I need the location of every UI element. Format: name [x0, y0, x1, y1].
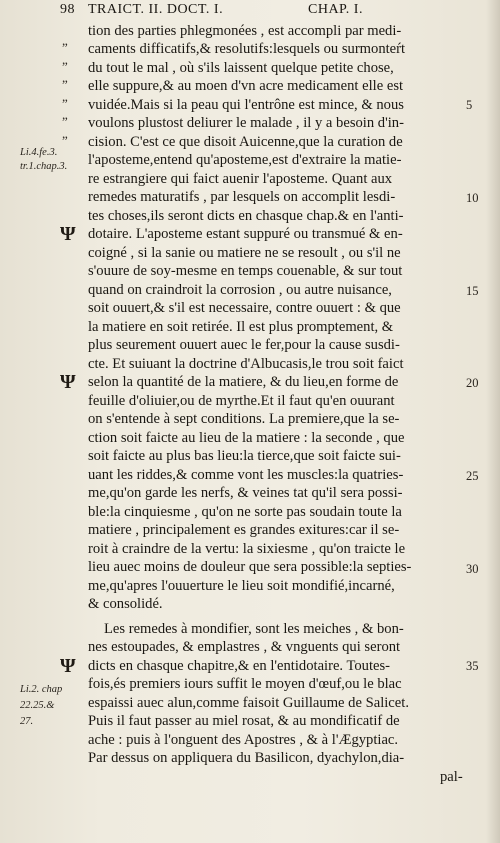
text-line: feuille d'oliuier,ou de myrthe.Et il faut qu'en ouurant: [88, 393, 395, 409]
text-line: tion des parties phlegmonées , est accompli par medi-: [88, 23, 402, 39]
quote-mark: ”: [62, 114, 68, 129]
text-line: vuidée.Mais si la peau qui l'entrône est mince, & nous: [88, 97, 404, 113]
line-number: 15: [466, 284, 479, 298]
text-line: selon la quantité de la matiere, & du lieu,en forme de: [88, 374, 399, 390]
text-line: la matiere en soit retirée. Il est plus promptement, &: [88, 319, 394, 335]
paragraph-mark-icon: Ψ: [60, 371, 76, 393]
text-line: Par dessus on appliquera du Basilicon, dyachylon,dia-: [88, 750, 405, 766]
margin-note: Li.4.fe.3.: [20, 147, 58, 158]
page-number: 98: [60, 2, 75, 17]
text-line: tes choses,ils seront dicts en chasque chap.& en l'anti-: [88, 208, 404, 224]
text-line: elle suppure,& au moen d'vn acre medicament elle est: [88, 78, 404, 94]
text-line: cte. Et suiuant la doctrine d'Albucasis,le trou soit faict: [88, 356, 404, 372]
quote-mark: ”: [62, 59, 68, 74]
text-line: quand on craindroit la corrosion , ou autre nuisance,: [88, 282, 392, 298]
line-number: 10: [466, 191, 479, 205]
quote-mark: ”: [62, 96, 68, 111]
text-line: voulons plustost deliurer le malade , il y a besoin d'in-: [88, 115, 404, 131]
text-line: espaissi auec alun,comme faisoit Guillaume de Salicet.: [88, 695, 409, 711]
text-line: l'apostemе,entend qu'aposteme,est d'extraire la matie-: [88, 152, 402, 168]
text-line: & consolidé.: [88, 596, 163, 612]
text-line: plus seurement ouuert auec le fer,pour la cause susdi-: [88, 337, 400, 353]
text-line: matiere , principalement es grandes exitures:car il se-: [88, 522, 400, 538]
text-line: ble:la cinquiesme , qu'on ne sorte pas soudain toute la: [88, 504, 402, 520]
text-line: me,qu'on garde les nerfs, & veines tat qu'il sera possi-: [88, 485, 403, 501]
line-number: 35: [466, 659, 479, 673]
text-line: remedes maturatifs , par lesquels on accomplit lesdi-: [88, 189, 396, 205]
text-line: du tout le mal , où s'ils laissent quelque petite chose,: [88, 60, 394, 76]
quote-mark: ”: [62, 133, 68, 148]
catchword: pal-: [440, 769, 463, 785]
text-line: roit à craindre de la vertu: la sixiesme , qu'on traicte le: [88, 541, 406, 557]
text-line: s'ouure de soy-mesme en temps couenable, & sur tout: [88, 263, 403, 279]
text-line: fois,és premiers iours suffit le moyen d'œuf,ou le blac: [88, 676, 402, 692]
line-number: 30: [466, 562, 479, 576]
line-number: 20: [466, 376, 479, 390]
line-number: 25: [466, 469, 479, 483]
text-line: uant les riddes,& comme vont les muscles:la quatries-: [88, 467, 404, 483]
margin-note: 27.: [20, 716, 34, 727]
text-line: caments difficatifs,& resolutifs:lesquels ou surmonteŕt: [88, 41, 406, 57]
text-line: re estrangiere qui faict auenir l'aposteme. Quant aux: [88, 171, 393, 187]
quote-mark: ”: [62, 40, 68, 55]
margin-note: Li.2. chap: [20, 684, 63, 695]
text-line: ction soit faicte au lieu de la matiere : la seconde , que: [88, 430, 405, 446]
running-title: TRAICT. II. DOCT. I.: [88, 2, 224, 17]
text-line: soit faicte au plus bas lieu:la tierce,que soit faicte sui-: [88, 448, 401, 464]
paragraph-mark-icon: Ψ: [60, 223, 76, 245]
text-line: dicts en chasque chapitre,& en l'entidotaire. Toutes-: [88, 658, 391, 674]
text-line: on s'entende à sept conditions. La premiere,que la se-: [88, 411, 400, 427]
line-number: 5: [466, 98, 473, 112]
text-line: dotaire. L'aposteme estant suppuré ou transmué & en-: [88, 226, 403, 242]
quote-mark: ”: [62, 77, 68, 92]
chapter-label: CHAP. I.: [308, 2, 363, 17]
text-line: ache : puis à l'onguent des Apostres , & à l'Ægyptiac.: [88, 732, 399, 748]
text-line: lieu auec moins de douleur que sera possible:la septies-: [88, 559, 412, 575]
text-line: Puis il faut passer au miel rosat, & au mondificatif de: [88, 713, 400, 729]
text-line: Les remedes à mondifier, sont les meiches , & bon-: [104, 621, 404, 637]
text-line: cision. C'est ce que disoit Auicenne,que la curation de: [88, 134, 403, 150]
margin-note: tr.1.chap.3.: [20, 161, 68, 172]
paragraph-mark-icon: Ψ: [60, 655, 76, 677]
text-line: coigné , si la sanie ou matiere ne se resoult , ou s'il ne: [88, 245, 401, 261]
text-line: me,qu'apres l'ouuerture le lieu soit mondifié,incarné,: [88, 578, 395, 594]
margin-note: 22.25.&: [20, 700, 55, 711]
text-line: soit ouuert,& s'il est necessaire, contre ouuert : & que: [88, 300, 401, 316]
text-line: nes estoupades, & emplastres , & vnguents qui seront: [88, 639, 401, 655]
